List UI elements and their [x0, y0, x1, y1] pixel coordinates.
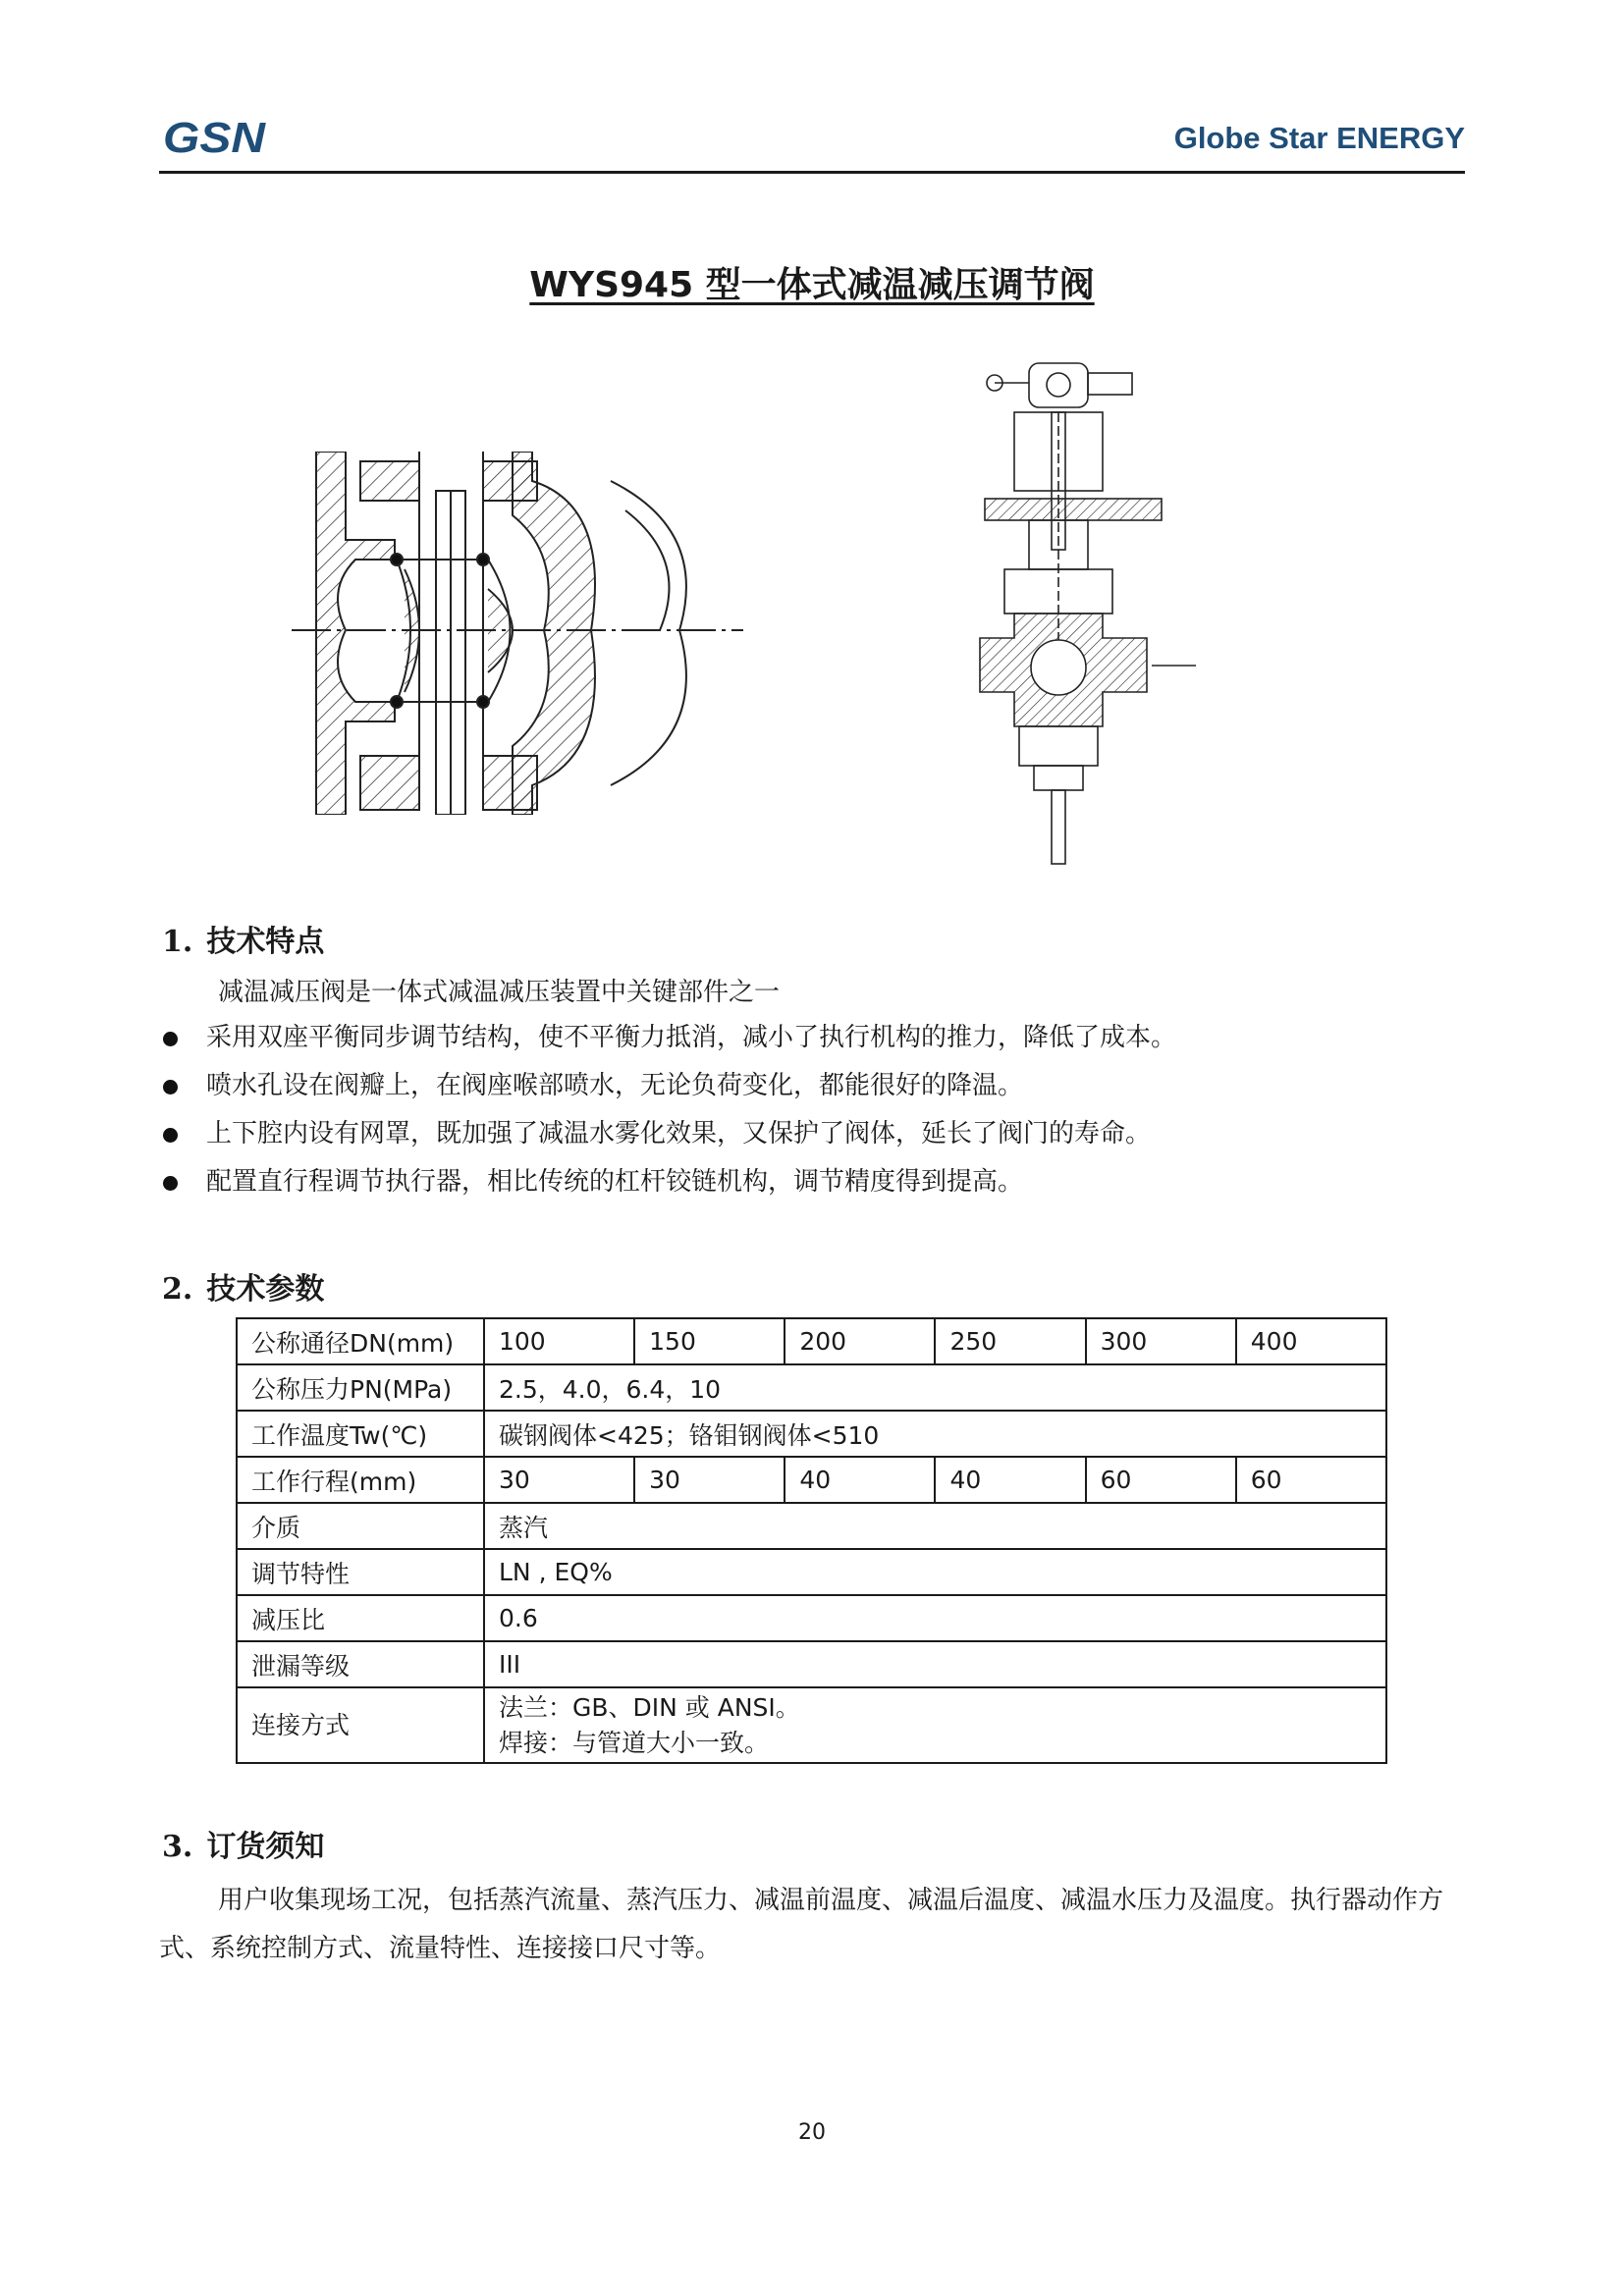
table-row: 介质 蒸汽	[237, 1503, 1386, 1549]
bullet-icon	[163, 1128, 178, 1143]
gsn-logo	[163, 113, 271, 158]
list-item: 配置直行程调节执行器，相比传统的杠杆铰链机构，调节精度得到提高。	[159, 1158, 1465, 1206]
bullet-icon	[163, 1032, 178, 1046]
valve-assembly-drawing	[975, 353, 1201, 874]
list-item: 采用双座平衡同步调节结构，使不平衡力抵消，减小了执行机构的推力，降低了成本。	[159, 1014, 1465, 1062]
table-row: 工作温度Tw(℃) 碳钢阀体<425；铬钼钢阀体<510	[237, 1411, 1386, 1457]
table-row: 泄漏等级 III	[237, 1641, 1386, 1687]
header-rule	[159, 171, 1465, 174]
section-heading-features: 1. 技术特点	[162, 925, 325, 959]
table-row: 连接方式 法兰：GB、DIN 或 ANSI。 焊接：与管道大小一致。	[237, 1687, 1386, 1763]
bullet-icon	[163, 1176, 178, 1191]
table-row: 公称压力PN(MPa) 2.5，4.0，6.4，10	[237, 1364, 1386, 1411]
svg-text:GSN: GSN	[163, 114, 267, 158]
list-item: 上下腔内设有网罩，既加强了减温水雾化效果，又保护了阀体，延长了阀门的寿命。	[159, 1110, 1465, 1158]
document-title: WYS945 型一体式减温减压调节阀	[529, 265, 1095, 305]
section-heading-parameters: 2. 技术参数	[162, 1272, 325, 1307]
bullet-icon	[163, 1080, 178, 1095]
ordering-text: 用户收集现场工况，包括蒸汽流量、蒸汽压力、减温前温度、减温后温度、减温水压力及温度。执行器动作方式、系统控制方式、流量特性、连接接口尺寸等。	[159, 1886, 1444, 1963]
brand-name: Globe Star ENERGY	[1173, 121, 1465, 155]
table-row: 调节特性 LN , EQ%	[237, 1549, 1386, 1595]
features-list	[159, 1014, 1465, 1206]
page-number: 20	[798, 2120, 826, 2145]
table-row: 减压比 0.6	[237, 1595, 1386, 1641]
list-item: 喷水孔设在阀瓣上，在阀座喉部喷水，无论负荷变化，都能很好的降温。	[159, 1062, 1465, 1110]
parameters-table	[236, 1317, 1387, 1764]
table-row: 公称通径DN(mm) 100 150 200 250 300 400	[237, 1318, 1386, 1364]
table-row: 工作行程(mm) 30 30 40 40 60 60	[237, 1457, 1386, 1503]
features-intro: 减温减压阀是一体式减温减压装置中关键部件之一	[218, 978, 781, 1007]
page-header	[159, 103, 1465, 174]
section-heading-ordering: 3. 订货须知	[162, 1830, 325, 1864]
valve-section-drawing	[287, 452, 748, 815]
